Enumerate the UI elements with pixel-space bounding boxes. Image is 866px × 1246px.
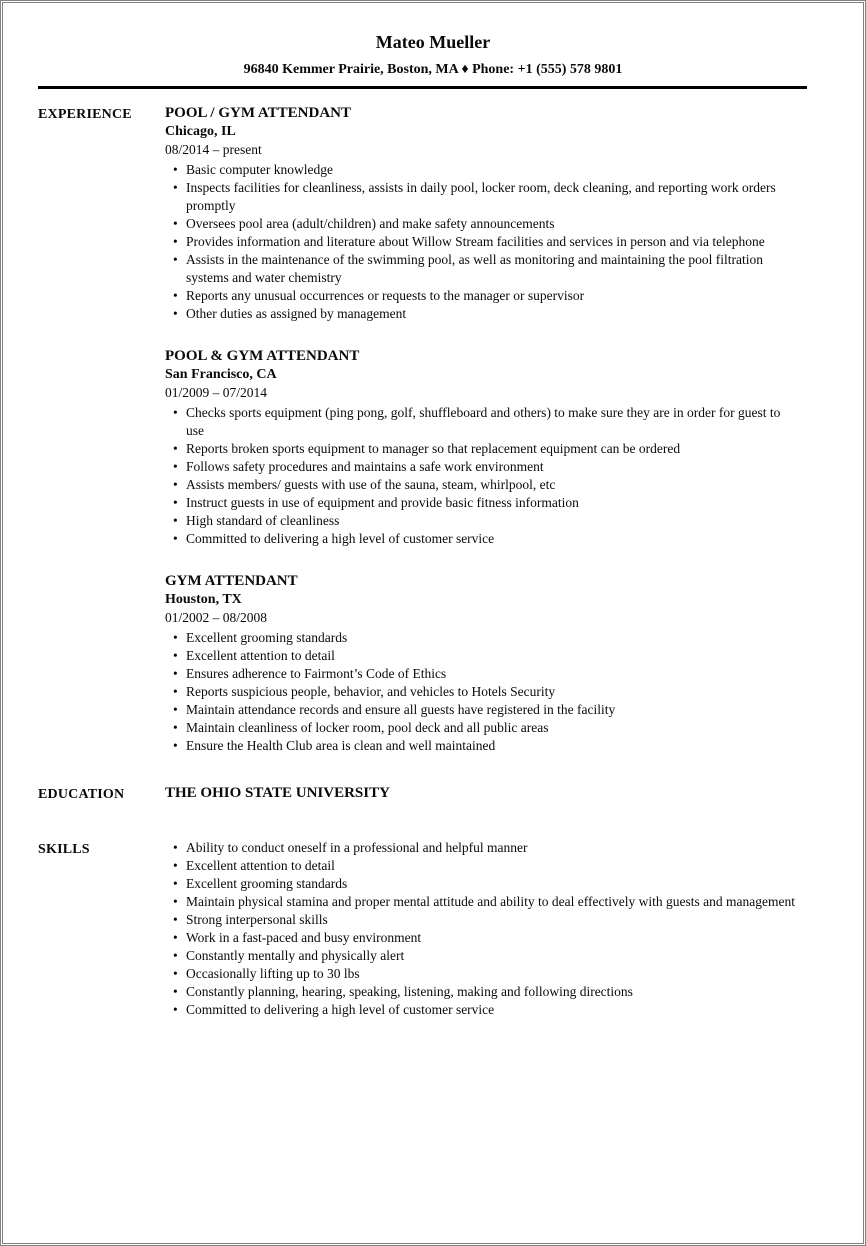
job-bullet: • Assists members/ guests with use of the sauna, steam, whirlpool, etc: [186, 476, 795, 494]
skill-bullet: • Ability to conduct oneself in a professional and helpful manner: [186, 839, 795, 857]
job-bullet: • Excellent grooming standards: [186, 629, 795, 647]
job-bullet: • High standard of cleanliness: [186, 512, 795, 530]
job-location: San Francisco, CA: [165, 367, 277, 382]
experience-label: EXPERIENCE: [38, 107, 132, 122]
experience-section: [3, 104, 863, 755]
job-bullet-list: [165, 161, 795, 323]
contact-line: 96840 Kemmer Prairie, Boston, MA ♦ Phone: +1 (555) 578 9801: [243, 62, 623, 77]
skill-bullet: • Strong interpersonal skills: [186, 911, 795, 929]
job-bullet: • Ensure the Health Club area is clean and well maintained: [186, 737, 795, 755]
job-dates: 08/2014 – present: [165, 142, 262, 157]
education-section: [3, 784, 863, 804]
job-bullet-list: [165, 629, 795, 755]
job-bullet: • Instruct guests in use of equipment and provide basic fitness information: [186, 494, 795, 512]
job-bullet: • Follows safety procedures and maintains a safe work environment: [186, 458, 795, 476]
skill-bullet: • Excellent grooming standards: [186, 875, 795, 893]
job-location: Houston, TX: [165, 592, 242, 607]
header-divider: [38, 86, 807, 89]
job-bullet: • Oversees pool area (adult/children) and make safety announcements: [186, 215, 795, 233]
skills-label: SKILLS: [38, 842, 90, 857]
education-label: EDUCATION: [38, 787, 125, 802]
job-bullet: • Other duties as assigned by management: [186, 305, 795, 323]
job-bullet: • Maintain attendance records and ensure all guests have registered in the facility: [186, 701, 795, 719]
job-bullet: • Checks sports equipment (ping pong, golf, shuffleboard and others) to make sure they are in order for guest to use: [186, 404, 795, 440]
candidate-name: Mateo Mueller: [375, 32, 491, 52]
skill-bullet: • Committed to delivering a high level of customer service: [186, 1001, 795, 1019]
job-bullet: • Provides information and literature about Willow Stream facilities and services in person and via telephone: [186, 233, 795, 251]
job-bullet: • Committed to delivering a high level of customer service: [186, 530, 795, 548]
experience-content: [165, 104, 795, 755]
resume-header: [3, 31, 863, 89]
job-bullet: • Excellent attention to detail: [186, 647, 795, 665]
skills-section: [3, 839, 863, 1019]
job-bullet: • Ensures adherence to Fairmont’s Code of Ethics: [186, 665, 795, 683]
job-entry: [165, 104, 795, 323]
job-title: POOL & GYM ATTENDANT: [165, 348, 360, 364]
resume-body: [3, 104, 863, 1019]
skill-bullet: • Constantly mentally and physically alert: [186, 947, 795, 965]
job-entry: [165, 347, 795, 548]
skill-bullet: • Maintain physical stamina and proper mental attitude and ability to deal effectively with guests and management: [186, 893, 795, 911]
job-bullet-list: [165, 404, 795, 548]
job-title: POOL / GYM ATTENDANT: [165, 105, 351, 121]
job-bullet: • Reports broken sports equipment to manager so that replacement equipment can be ordered: [186, 440, 795, 458]
job-bullet: • Inspects facilities for cleanliness, assists in daily pool, locker room, deck cleaning, and reporting work orders promptly: [186, 179, 795, 215]
job-title: GYM ATTENDANT: [165, 573, 298, 589]
job-bullet: • Maintain cleanliness of locker room, pool deck and all public areas: [186, 719, 795, 737]
job-bullet: • Reports suspicious people, behavior, and vehicles to Hotels Security: [186, 683, 795, 701]
job-bullet: • Basic computer knowledge: [186, 161, 795, 179]
job-dates: 01/2009 – 07/2014: [165, 385, 268, 400]
skill-bullet: • Occasionally lifting up to 30 lbs: [186, 965, 795, 983]
school-name: THE OHIO STATE UNIVERSITY: [165, 785, 390, 801]
job-entry: [165, 572, 795, 755]
job-bullet: • Reports any unusual occurrences or requests to the manager or supervisor: [186, 287, 795, 305]
skills-bullet-list: [165, 839, 795, 1019]
skill-bullet: • Excellent attention to detail: [186, 857, 795, 875]
skill-bullet: • Work in a fast-paced and busy environment: [186, 929, 795, 947]
job-dates: 01/2002 – 08/2008: [165, 610, 268, 625]
job-location: Chicago, IL: [165, 124, 236, 139]
job-bullet: • Assists in the maintenance of the swimming pool, as well as monitoring and maintaining the pool filtration systems and water chemistry: [186, 251, 795, 287]
skill-bullet: • Constantly planning, hearing, speaking, listening, making and following directions: [186, 983, 795, 1001]
